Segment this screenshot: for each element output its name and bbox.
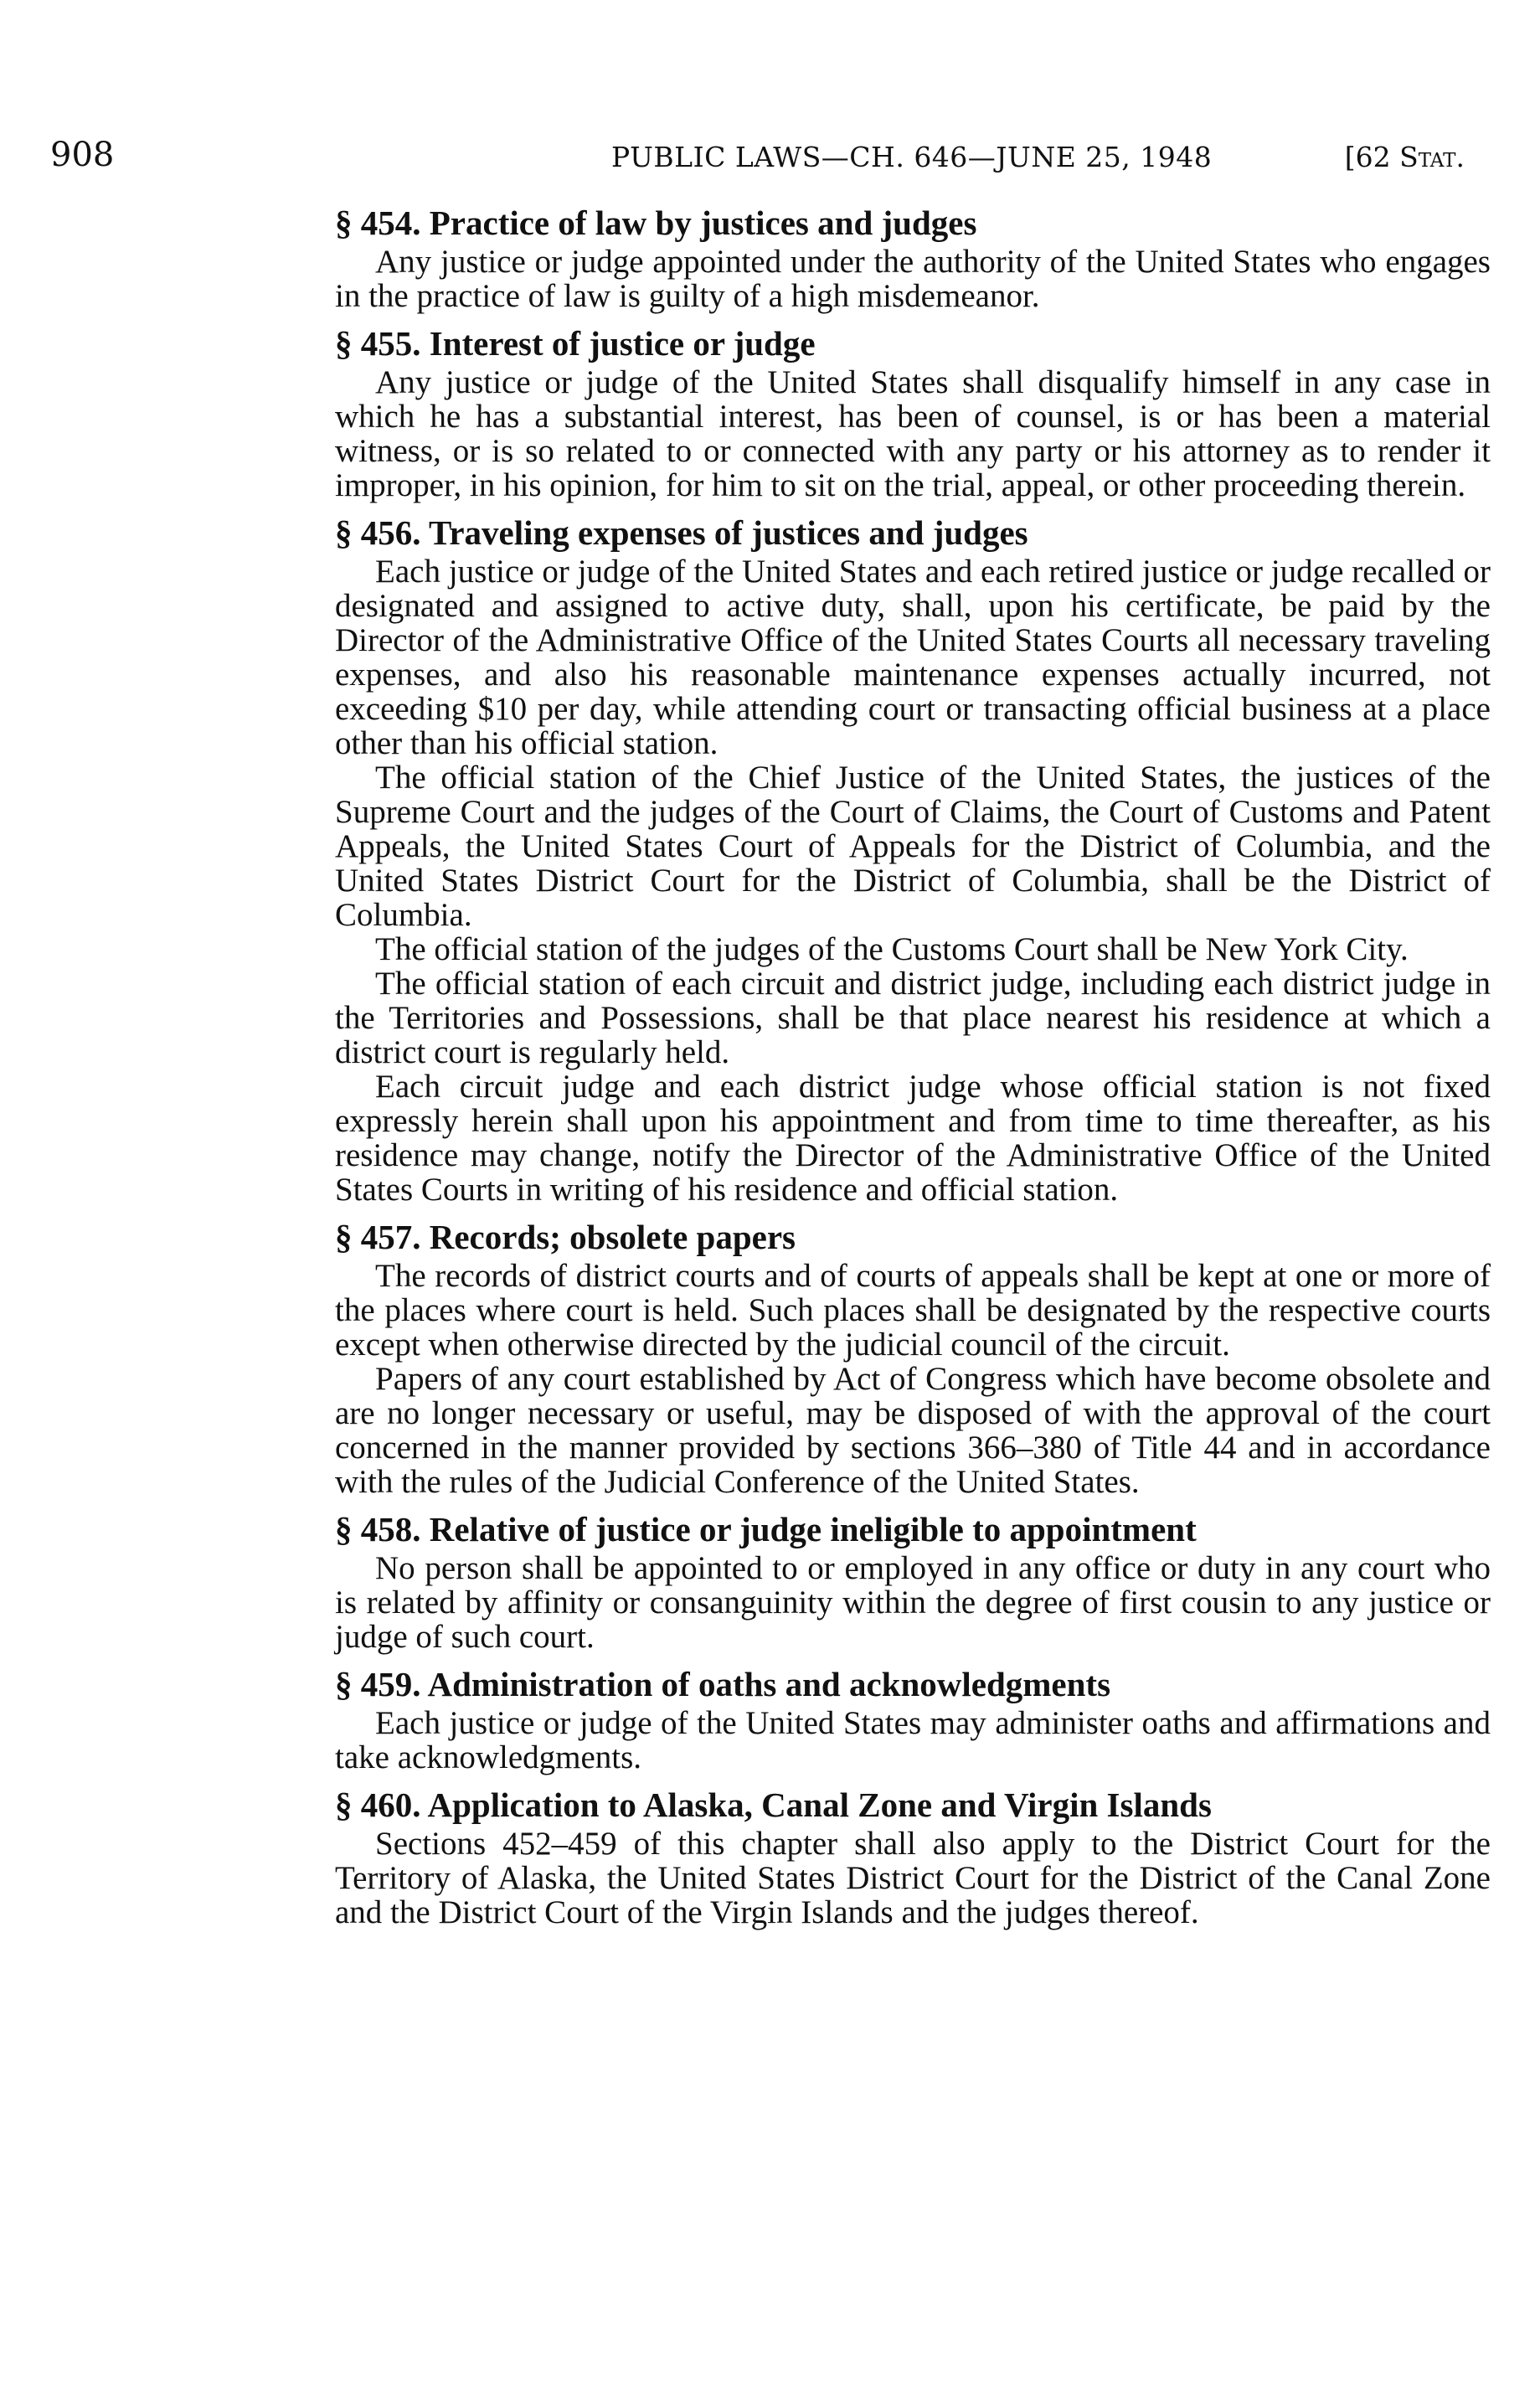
- section-heading: § 454. Practice of law by justices and judges: [335, 204, 977, 242]
- paragraph: Any justice or judge appointed under the authority of the United States who engages in the practice of law is guilty of a high misdemeanor.: [335, 244, 1491, 314]
- section-heading: § 456. Traveling expenses of justices and judges: [335, 513, 1028, 552]
- section-heading: § 455. Interest of justice or judge: [335, 324, 816, 363]
- section-458: [335, 1509, 1491, 1654]
- section-heading: § 457. Records; obsolete papers: [335, 1218, 796, 1256]
- running-head: PUBLIC LAWS—CH. 646—JUNE 25, 1948: [611, 141, 1213, 173]
- paragraph: Each justice or judge of the United States may administer oaths and affirmations and take acknowledgments.: [335, 1705, 1491, 1775]
- paragraph: Each circuit judge and each district judge whose official station is not fixed expressly herein shall upon his appointment and from time to time thereafter, as his residence may change, notify the Director of the Administrative Office of the United States Courts in writing of his residence and official station.: [335, 1069, 1491, 1208]
- paragraph: The official station of each circuit and district judge, including each district judge in the Territories and Possessions, shall be that place nearest his residence at which a district court is regularly held.: [335, 966, 1491, 1070]
- page-number: 908: [50, 136, 115, 174]
- paragraph: The official station of the Chief Justice of the United States, the justices of the Supreme Court and the judges of the Court of Claims, the Court of Customs and Patent Appeals, the United States Court of Appeals for the District of Columbia, and the United States District Court for the District of Columbia, shall be the District of Columbia.: [335, 760, 1491, 933]
- paragraph: The official station of the judges of the Customs Court shall be New York City.: [375, 931, 1409, 967]
- paragraph: Papers of any court established by Act of Congress which have become obsolete and are no longer necessary or useful, may be disposed of with the approval of the court concerned in the manner provided by sections 366–380 of Title 44 and in accordance with the rules of the Judicial Conference of the United States.: [335, 1361, 1491, 1500]
- section-heading: § 458. Relative of justice or judge ineligible to appointment: [335, 1510, 1197, 1548]
- section-456: [335, 513, 1491, 1207]
- document-body: [335, 203, 1491, 1940]
- paragraph: No person shall be appointed to or employed in any office or duty in any court who is related by affinity or consanguinity within the degree of first cousin to any justice or judge of such court.: [335, 1550, 1491, 1655]
- section-454: [335, 203, 1491, 313]
- section-heading: § 460. Application to Alaska, Canal Zone and Virgin Islands: [335, 1785, 1212, 1824]
- paragraph: The records of district courts and of courts of appeals shall be kept at one or more of the places where court is held. Such places shall be designated by the respective courts except when otherwise directed by the judicial council of the circuit.: [335, 1258, 1491, 1363]
- section-heading: § 459. Administration of oaths and acknowledgments: [335, 1665, 1111, 1703]
- section-457: [335, 1217, 1491, 1499]
- statute-reference: [62 Stat.: [1344, 141, 1465, 173]
- paragraph: Any justice or judge of the United States shall disqualify himself in any case in which he has a substantial interest, has been of counsel, is or has been a material witness, or is so related to or connected with any party or his attorney as to render it improper, in his opinion, for him to sit on the trial, appeal, or other proceeding therein.: [335, 364, 1491, 503]
- section-459: [335, 1664, 1491, 1775]
- paragraph: Sections 452–459 of this chapter shall also apply to the District Court for the Territory of Alaska, the United States District Court for the District of the Canal Zone and the District Court of the Virgin Islands and the judges thereof.: [335, 1826, 1491, 1930]
- section-455: [335, 323, 1491, 502]
- section-460: [335, 1785, 1491, 1930]
- page-header: [50, 136, 1490, 186]
- paragraph: Each justice or judge of the United States and each retired justice or judge recalled or designated and assigned to active duty, shall, upon his certificate, be paid by the Director of the Administrative Office of the United States Courts all necessary traveling expenses, and also his reasonable maintenance expenses actually incurred, not exceeding $10 per day, while attending court or transacting official business at a place other than his official station.: [335, 554, 1491, 761]
